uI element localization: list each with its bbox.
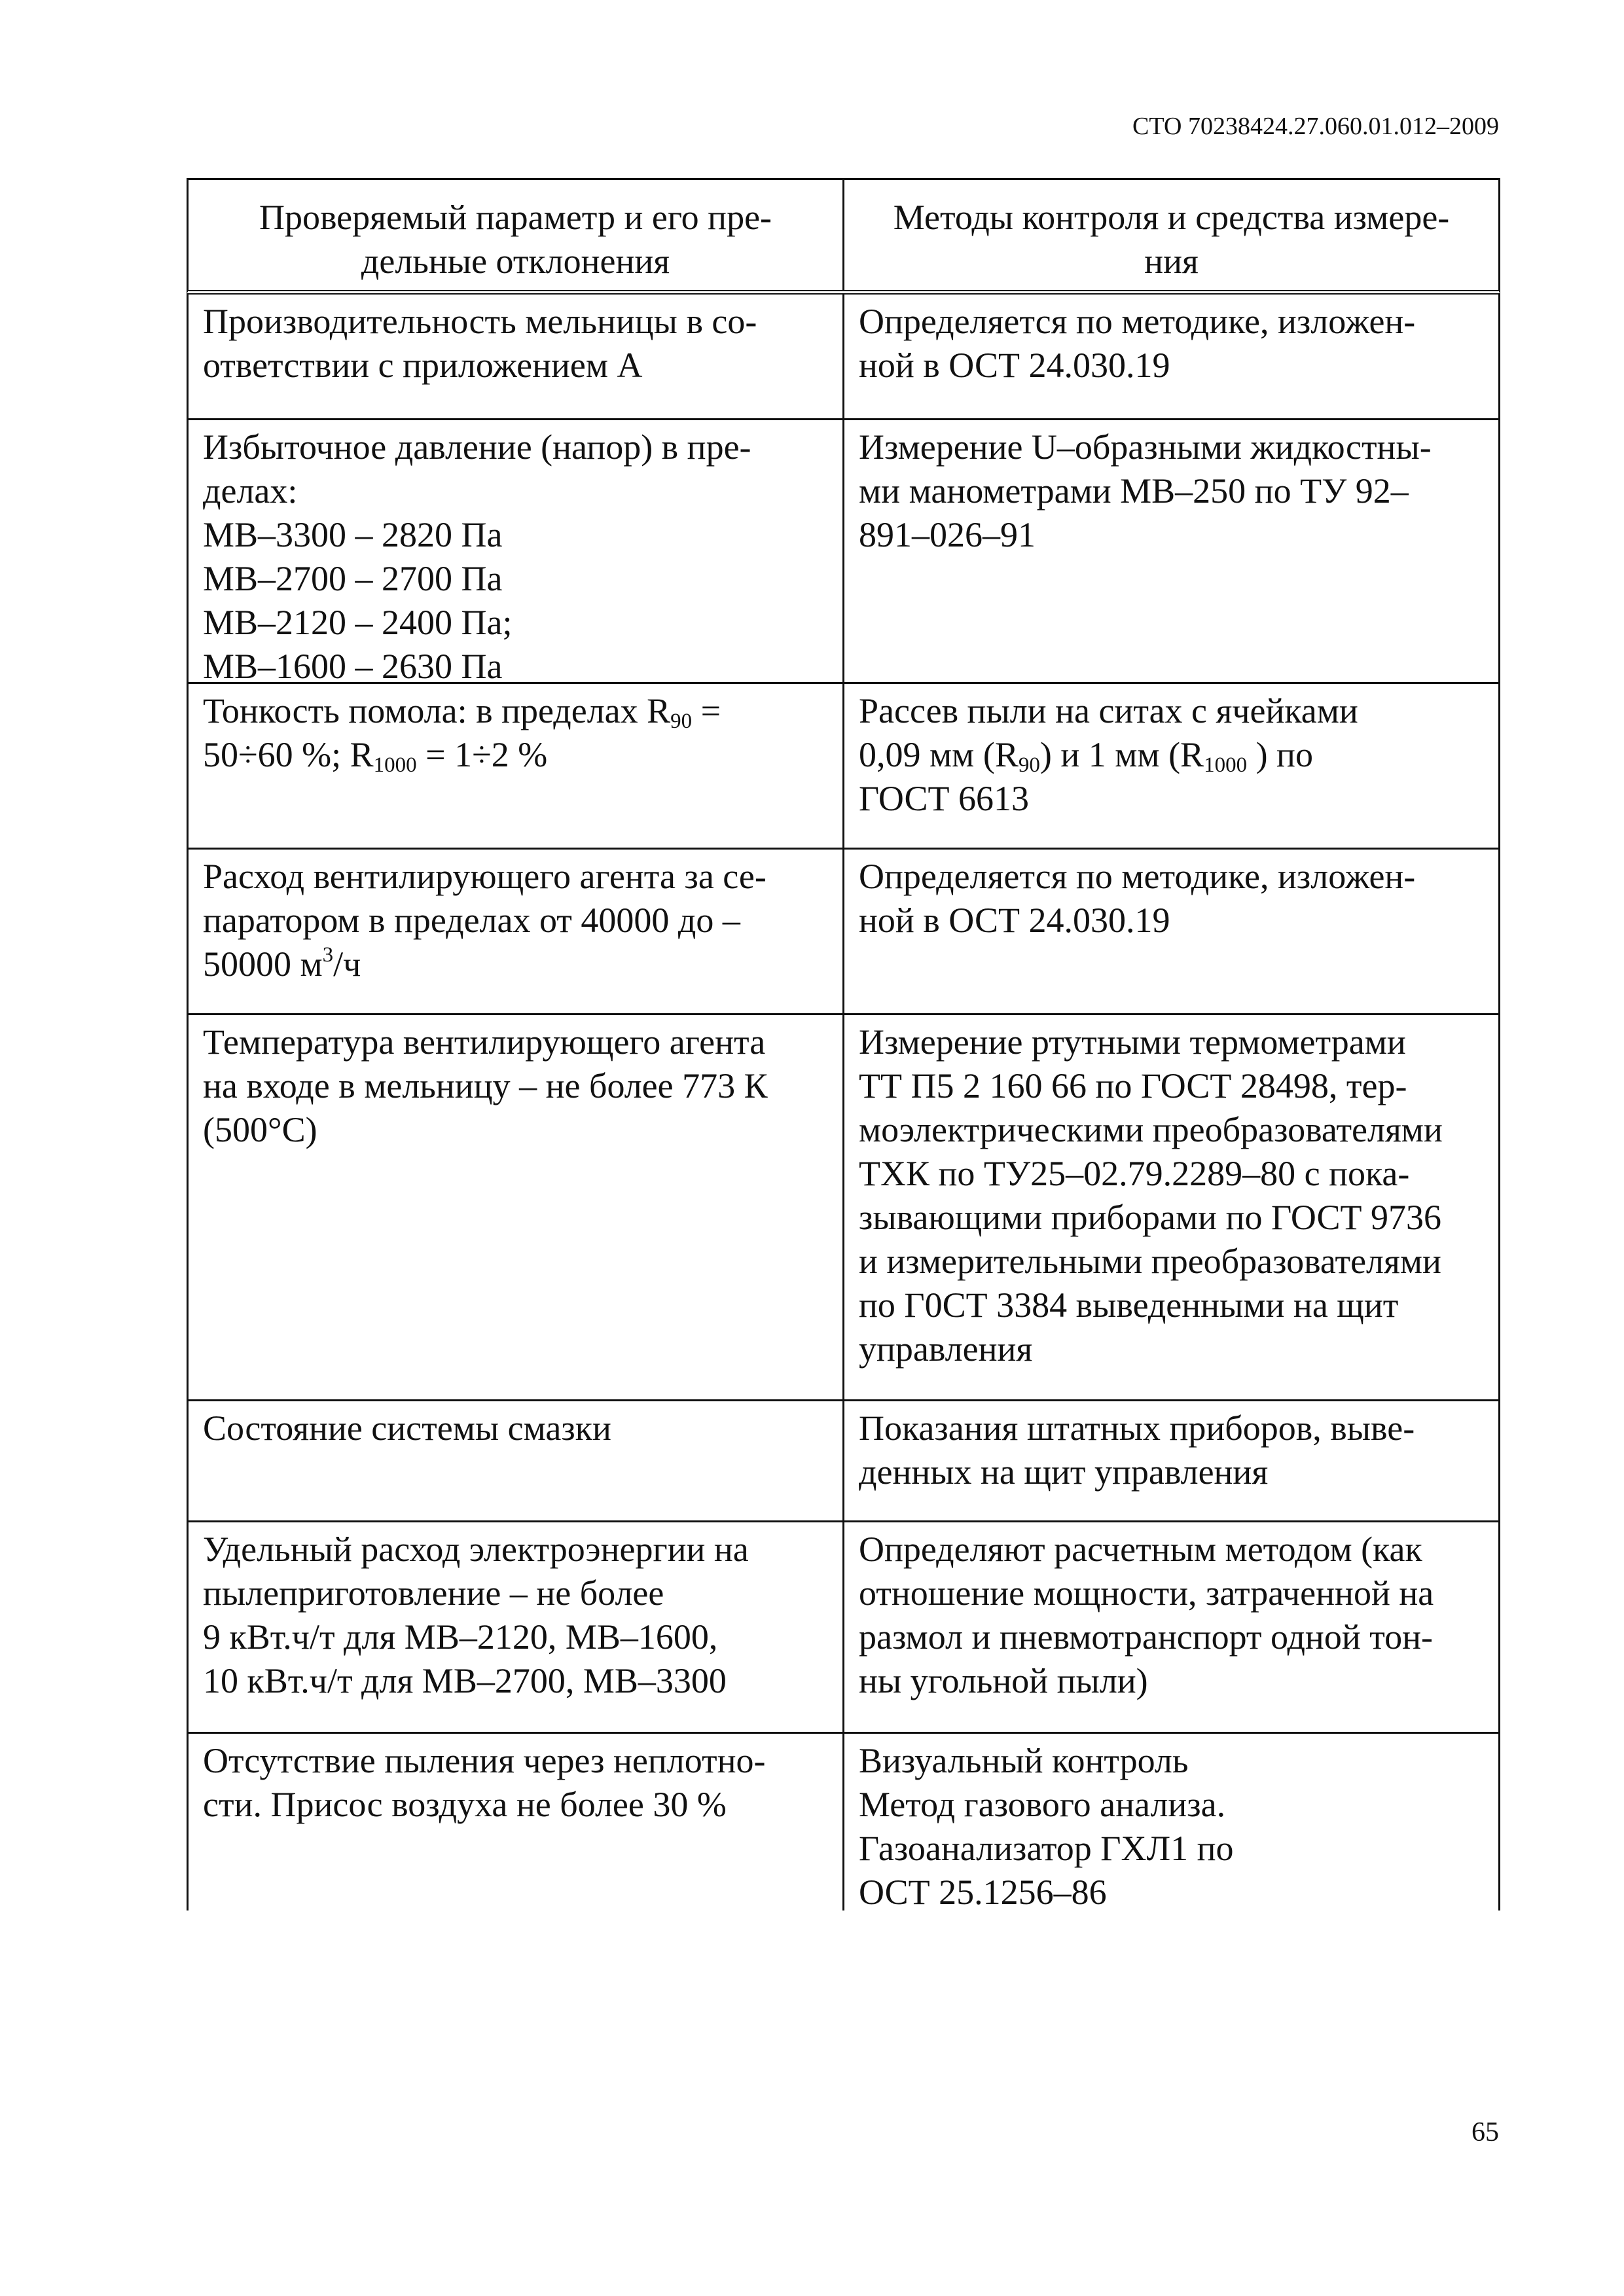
text-run: 10 кВт.ч/т для МВ–2700, МВ–3300 (203, 1661, 727, 1700)
text-run: ны угольной пыли) (859, 1661, 1148, 1700)
text-run: отношение мощности, затраченной на (859, 1573, 1434, 1613)
cell-text-line (859, 1240, 1484, 1283)
cell-text-line (203, 469, 828, 513)
column-header-parameter (189, 180, 844, 290)
text-run: ной в ОСТ 24.030.19 (859, 901, 1170, 940)
text-run: МВ–2120 – 2400 Па; (203, 603, 513, 642)
table-row (187, 684, 1500, 850)
cell-text-line (859, 1064, 1484, 1108)
method-cell (844, 1015, 1498, 1399)
cell-text-line (203, 689, 828, 733)
cell-text-line (859, 1020, 1484, 1064)
cell-text-line (859, 899, 1484, 942)
subscript: 1000 (1204, 753, 1248, 777)
cell-text-line (859, 513, 1484, 557)
cell-text-line (203, 942, 828, 986)
cell-text-line (859, 344, 1484, 387)
text-run: и измерительными преобразователями (859, 1242, 1441, 1281)
text-run: ной в ОСТ 24.030.19 (859, 346, 1170, 385)
cell-text-line (203, 899, 828, 942)
parameter-cell (189, 1015, 844, 1399)
method-cell (844, 420, 1498, 682)
subscript: 90 (1018, 753, 1040, 777)
parameter-cell (189, 420, 844, 686)
cell-text-line (859, 1783, 1484, 1827)
table-body (187, 295, 1500, 1910)
cell-text-line (859, 855, 1484, 899)
cell-text-line (203, 1020, 828, 1064)
text-run: 0,09 мм (R (859, 735, 1019, 774)
cell-text-line (203, 1615, 828, 1659)
cell-text-line (859, 469, 1484, 513)
cell-text-line (203, 1739, 828, 1783)
method-cell (844, 1734, 1498, 1910)
cell-text-line (859, 733, 1484, 777)
text-run: Определяют расчетным методом (как (859, 1530, 1422, 1569)
text-run: размол и пневмотранспорт одной тон- (859, 1617, 1433, 1657)
text-run: ответствии с приложением А (203, 346, 643, 385)
text-run: Визуальный контроль (859, 1741, 1189, 1780)
text-run: = 1÷2 % (416, 735, 548, 774)
cell-text-line (203, 344, 828, 387)
text-run: (500°С) (203, 1110, 317, 1149)
cell-text-line (203, 855, 828, 899)
method-cell (844, 684, 1498, 848)
text-run: Определяется по методике, изложен- (859, 302, 1416, 341)
text-run: Измерение ртутными термометрами (859, 1022, 1406, 1062)
text-run: Состояние системы смазки (203, 1408, 611, 1448)
cell-text-line (859, 1108, 1484, 1152)
cell-text-line (203, 601, 828, 645)
method-cell (844, 1522, 1498, 1732)
table-row (187, 1401, 1500, 1522)
text-run: Метод газового анализа. (859, 1785, 1226, 1824)
parameter-cell (189, 850, 844, 1013)
text-run: Отсутствие пыления через неплотно- (203, 1741, 766, 1780)
text-run: ГОСТ 6613 (859, 779, 1030, 818)
table-row (187, 850, 1500, 1015)
text-run: по Г0СТ 3384 выведенными на щит (859, 1285, 1399, 1325)
method-cell (844, 295, 1498, 418)
table-row (187, 1522, 1500, 1734)
text-run: моэлектрическими преобразователями (859, 1110, 1443, 1149)
text-run: сти. Присос воздуха не более 30 % (203, 1785, 727, 1824)
text-run: Тонкость помола: в пределах R (203, 691, 671, 730)
cell-text-line (203, 1783, 828, 1827)
text-run: 50÷60 %; R (203, 735, 374, 774)
cell-text-line (859, 1528, 1484, 1571)
text-run: Удельный расход электроэнергии на (203, 1530, 749, 1569)
text-run: денных на щит управления (859, 1452, 1269, 1492)
header-text-line: ния (1144, 242, 1199, 281)
subscript: 1000 (373, 753, 417, 777)
column-header-method (844, 180, 1498, 290)
parameter-cell (189, 295, 844, 418)
cell-text-line (859, 1827, 1484, 1871)
text-run: Газоанализатор ГХЛ1 по (859, 1829, 1234, 1868)
table-header-row (187, 178, 1500, 295)
text-run: ) и 1 мм (R (1039, 735, 1204, 774)
cell-text-line (203, 1528, 828, 1571)
text-run: Измерение U–образными жидкостны- (859, 427, 1432, 467)
parameter-cell (189, 1522, 844, 1732)
table-row (187, 1734, 1500, 1910)
header-text-line: дельные отклонения (361, 242, 670, 281)
cell-text-line (203, 645, 828, 689)
cell-text-line (859, 1152, 1484, 1196)
text-run: МВ–1600 – 2630 Па (203, 647, 503, 686)
cell-text-line (859, 1283, 1484, 1327)
cell-text-line (859, 300, 1484, 344)
header-text-line: Методы контроля и средства измере- (893, 198, 1450, 237)
cell-text-line (203, 1064, 828, 1108)
text-run: Температура вентилирующего агента (203, 1022, 766, 1062)
cell-text-line (859, 1196, 1484, 1240)
cell-text-line (859, 1407, 1484, 1450)
text-run: паратором в пределах от 40000 до – (203, 901, 740, 940)
table-row (187, 420, 1500, 684)
cell-text-line (859, 1659, 1484, 1703)
text-run: зывающими приборами по ГОСТ 9736 (859, 1198, 1441, 1237)
cell-text-line (203, 557, 828, 601)
text-run: пылеприготовление – не более (203, 1573, 664, 1613)
superscript: 3 (322, 943, 334, 967)
text-run: ТХК по ТУ25–02.79.2289–80 с пока- (859, 1154, 1410, 1193)
parameter-cell (189, 684, 844, 848)
text-run: ми манометрами МВ–250 по ТУ 92– (859, 471, 1409, 511)
cell-text-line (859, 425, 1484, 469)
table-row (187, 1015, 1500, 1401)
parameter-cell (189, 1734, 844, 1910)
cell-text-line (203, 513, 828, 557)
text-run: ТТ П5 2 160 66 по ГОСТ 28498, тер- (859, 1066, 1407, 1105)
control-methods-table (187, 178, 1500, 1910)
text-run: 891–026–91 (859, 515, 1036, 554)
cell-text-line (859, 1327, 1484, 1371)
text-run: Рассев пыли на ситах с ячейками (859, 691, 1358, 730)
text-run: /ч (333, 944, 361, 984)
cell-text-line (859, 1739, 1484, 1783)
parameter-cell (189, 1401, 844, 1520)
text-run: 50000 м (203, 944, 323, 984)
text-run: Определяется по методике, изложен- (859, 857, 1416, 896)
cell-text-line (203, 300, 828, 344)
cell-text-line (859, 1571, 1484, 1615)
page-number: 65 (1471, 2117, 1499, 2147)
cell-text-line (203, 1659, 828, 1703)
cell-text-line (203, 733, 828, 777)
cell-text-line (859, 1871, 1484, 1914)
text-run: МВ–3300 – 2820 Па (203, 515, 503, 554)
method-cell (844, 1401, 1498, 1520)
cell-text-line (859, 1450, 1484, 1494)
subscript: 90 (670, 709, 693, 733)
table-row (187, 295, 1500, 420)
cell-text-line (859, 689, 1484, 733)
text-run: на входе в мельницу – не более 773 К (203, 1066, 768, 1105)
text-run: ) по (1247, 735, 1313, 774)
cell-text-line (203, 1108, 828, 1152)
text-run: Избыточное давление (напор) в пре- (203, 427, 751, 467)
text-run: ОСТ 25.1256–86 (859, 1873, 1107, 1912)
cell-text-line (859, 1615, 1484, 1659)
cell-text-line (203, 425, 828, 469)
document-code: СТО 70238424.27.060.01.012–2009 (1132, 113, 1499, 140)
cell-text-line (203, 1407, 828, 1450)
text-run: Расход вентилирующего агента за се- (203, 857, 767, 896)
text-run: Производительность мельницы в со- (203, 302, 757, 341)
text-run: МВ–2700 – 2700 Па (203, 559, 503, 598)
text-run: управления (859, 1329, 1033, 1369)
text-run: делах: (203, 471, 298, 511)
text-run: = (692, 691, 721, 730)
header-text-line: Проверяемый параметр и его пре- (259, 198, 772, 237)
text-run: Показания штатных приборов, выве- (859, 1408, 1415, 1448)
cell-text-line (203, 1571, 828, 1615)
text-run: 9 кВт.ч/т для МВ–2120, МВ–1600, (203, 1617, 718, 1657)
method-cell (844, 850, 1498, 1013)
cell-text-line (859, 777, 1484, 821)
